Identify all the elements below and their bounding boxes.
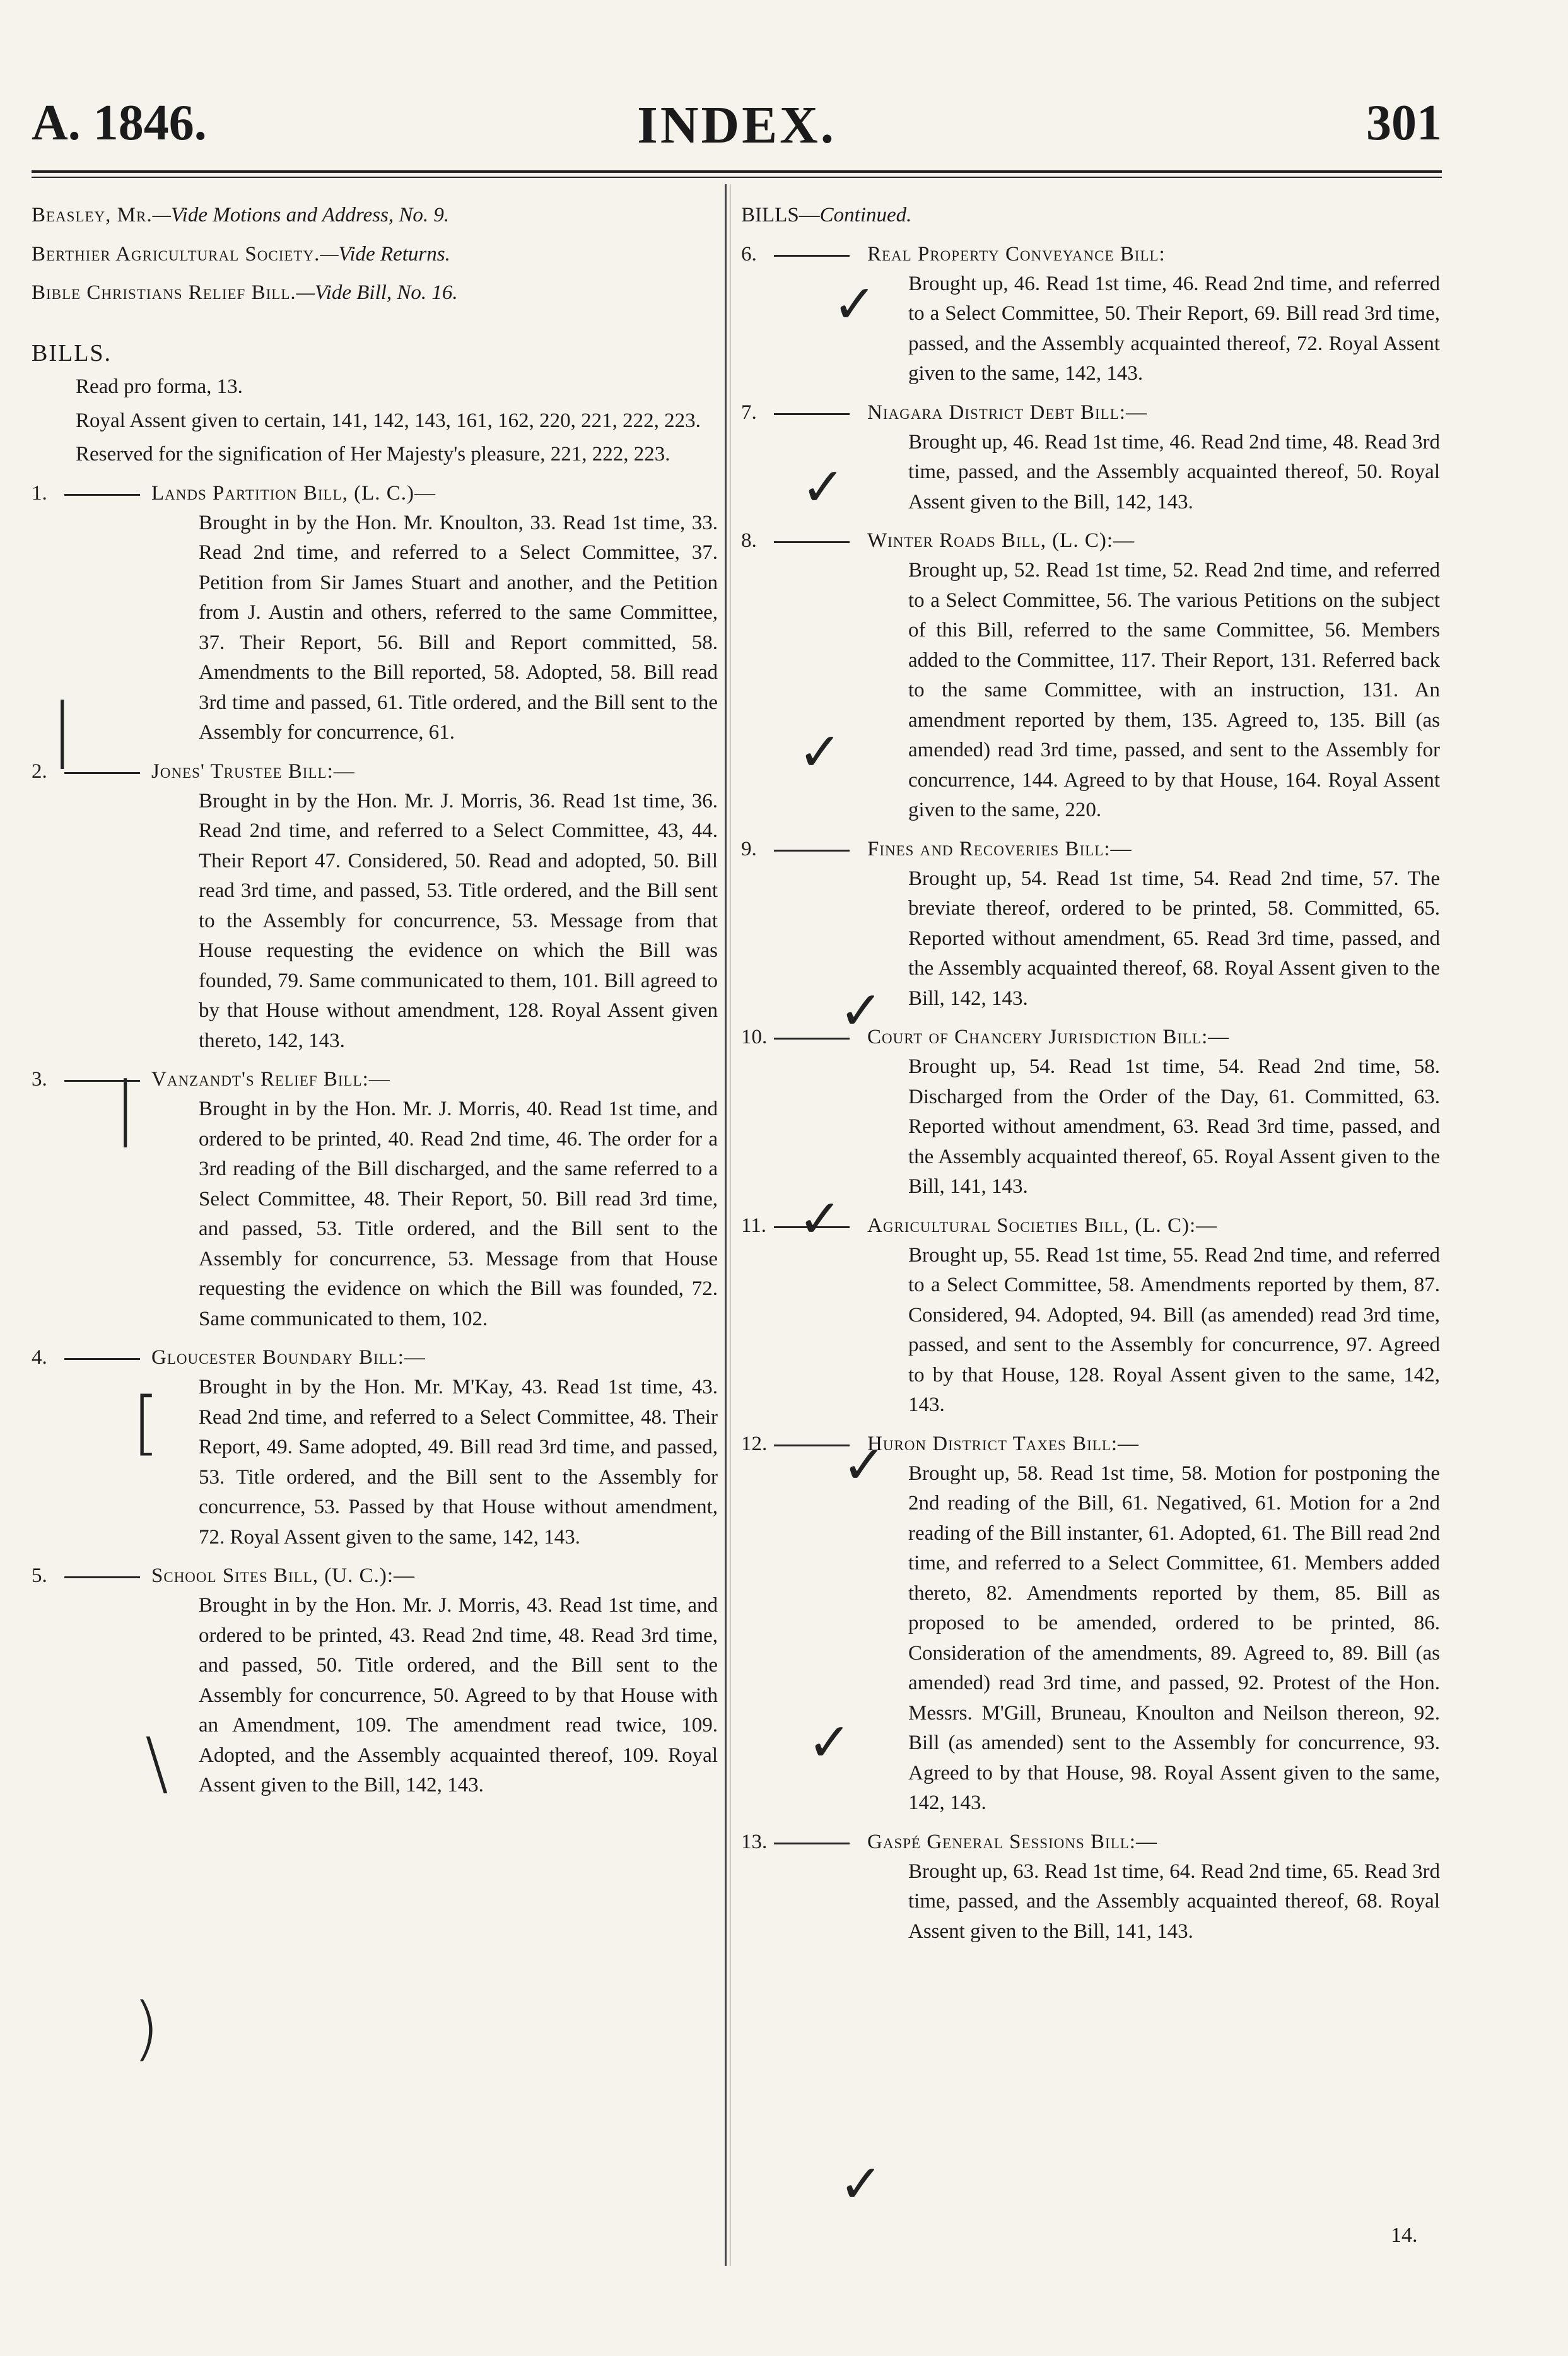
bill-proceedings: Brought in by the Hon. Mr. J. Morris, 43. Read 1st time, and ordered to be printed, 43. Read 2nd time, 48. Read 3rd time, and passed, 50. Title ordered, and the Bill sent to the Assembly for concurrence, 50. Agreed to by that House with an Amendment, 109. The amendment read twice, 109. Adopted, and the Assembly acquainted thereof, 109. Royal Assent given to the Bill, 142, 143. xyxy=(199,1594,718,1796)
bill-proceedings: Brought up, 55. Read 1st time, 55. Read 2nd time, and referred to a Select Committee, 58. Amendments reported by them, 87. Considered, 94. Adopted, 94. Bill (as amended) read 3rd time, passed, and sent to the Assembly for concurrence, 97. Agreed to by that House, 128. Royal Assent given to the same, 142, 143. xyxy=(908,1243,1440,1416)
bill-proceedings: Brought up, 58. Read 1st time, 58. Motion for postponing the 2nd reading of the Bill, 61. Negatived, 61. Motion for a 2nd reading of the Bill instanter, 61. Adopted, 61. The Bill read 2nd time, and referred to a Select Committee, 61. Members added thereto, 82. Amendments reported by them, 85. Bill as proposed to be amended, ordered to be printed, 86. Consideration of the amendments, 89. Agreed to, 89. Bill (as amended) read 3rd time, and passed, 92. Protest of the Hon. Messrs. M'Gill, Bruneau, Knoulton and Neilson thereon, 92. Bill (as amended) sent to the Assembly for concurrence, 93. Agreed to by that House, 98. Royal Assent given to the same, 142, 143. xyxy=(908,1462,1440,1814)
bill-entry xyxy=(741,1023,1440,1202)
bill-entry xyxy=(741,1827,1440,1947)
bill-proceedings: Brought up, 54. Read 1st time, 54. Read 2nd time, 57. The breviate thereof, ordered to be printed, 58. Committed, 65. Reported without amendment, 65. Read 3rd time, passed, and the Assembly acquainted thereof, 68. Royal Assent given to the Bill, 142, 143. xyxy=(908,867,1440,1010)
bill-number: 4. xyxy=(32,1346,47,1369)
entry-ref: —Vide Motions and Address, No. 9. xyxy=(152,204,450,226)
bills-general-line: Reserved for the signification of Her Majesty's pleasure, 221, 222, 223. xyxy=(76,443,670,466)
bill-entry xyxy=(32,1561,718,1801)
bill-title: Gloucester Boundary Bill:— xyxy=(151,1346,426,1369)
bill-title: Real Property Conveyance Bill: xyxy=(867,242,1166,266)
entry-name: Beasley, Mr. xyxy=(32,204,153,226)
bill-number: 6. xyxy=(741,242,757,266)
bill-proceedings: Brought up, 46. Read 1st time, 46. Read 2nd time, and referred to a Select Committee, 50. Their Report, 69. Bill read 3rd time, passed, and the Assembly acquainted thereof, 72. Royal Assent given to the same, 142, 143. xyxy=(908,272,1440,385)
bill-title: Jones' Trustee Bill:— xyxy=(151,759,355,783)
bill-title: School Sites Bill, (U. C.):— xyxy=(151,1564,415,1587)
entry-name: Bible Christians Relief Bill. xyxy=(32,281,296,304)
continued-label: BILLS— xyxy=(741,204,820,226)
bill-title: Vanzandt's Relief Bill:— xyxy=(151,1068,390,1091)
margin-bracket-mark: | xyxy=(50,688,74,769)
bill-title: Niagara District Debt Bill:— xyxy=(867,401,1147,424)
margin-tick-mark: ✓ xyxy=(798,1188,843,1250)
bill-proceedings: Brought in by the Hon. Mr. J. Morris, 40. Read 1st time, and ordered to be printed, 40. Read 2nd time, 46. The order for a 3rd reading of the Bill discharged, and the same referred to a Select Committee, 48. Their Report, 50. Bill read 3rd time, and passed, 53. Title ordered, and the Bill sent to the Assembly for concurrence, 53. Message from that House requesting the evidence on which the Bill was founded, 72. Same communicated to them, 102. xyxy=(199,1098,718,1330)
bill-proceedings: Brought up, 54. Read 1st time, 54. Read 2nd time, 58. Discharged from the Order of the Day, 61. Committed, 63. Reported without amendment, 63. Read 3rd time, passed, and the Assembly acquainted thereof, 65. Royal Assent given to the Bill, 141, 143. xyxy=(908,1055,1440,1198)
leader-dash xyxy=(64,494,140,496)
bill-proceedings: Brought in by the Hon. Mr. J. Morris, 36. Read 1st time, 36. Read 2nd time, and referred to a Select Committee, 43, 44. Their Report 47. Considered, 50. Read and adopted, 50. Bill read 3rd time, and passed, 53. Title ordered, and the Bill sent to the Assembly for concurrence, 53. Message from that House requesting the evidence on which the Bill was founded, 79. Same communicated to them, 101. Bill agreed to by that House without amendment, 128. Royal Assent given thereto, 142, 143. xyxy=(199,789,718,1052)
margin-tick-mark: ✓ xyxy=(839,2153,884,2215)
bill-heading xyxy=(741,526,1440,556)
entry-ref: —Vide Returns. xyxy=(320,242,450,266)
continued-suffix: Continued. xyxy=(819,204,912,226)
leader-dash xyxy=(774,850,850,852)
leader-dash xyxy=(64,1576,140,1578)
margin-bracket-mark: | xyxy=(114,1067,137,1147)
bill-heading xyxy=(741,240,1440,269)
bill-proceedings: Brought up, 63. Read 1st time, 64. Read 2nd time, 65. Read 3rd time, passed, and the Assembly acquainted thereof, 68. Royal Assent given to the Bill, 141, 143. xyxy=(908,1860,1440,1943)
bill-heading xyxy=(32,1343,718,1373)
margin-tick-mark: ✓ xyxy=(807,1711,852,1773)
bill-proceedings: Brought in by the Hon. Mr. M'Kay, 43. Read 1st time, 43. Read 2nd time, and referred to a Select Committee, 48. Their Report, 49. Same adopted, 49. Bill read 3rd time, and passed, 53. Title ordered, and the Bill sent to the Assembly for concurrence, 53. Passed by that House without amendment, 72. Royal Assent given to the same, 142, 143. xyxy=(199,1376,718,1549)
continued-heading xyxy=(741,201,1440,231)
bill-entry xyxy=(741,1211,1440,1421)
bill-title: Lands Partition Bill, (L. C.)— xyxy=(151,481,436,505)
index-entry xyxy=(32,278,718,308)
header-rule-thick xyxy=(32,170,1442,173)
leader-dash xyxy=(774,1843,850,1844)
leader-dash xyxy=(774,413,850,415)
page-number: 301 xyxy=(1366,95,1442,151)
entry-name: Berthier Agricultural Society. xyxy=(32,242,320,266)
session-year: A. 1846. xyxy=(32,95,207,151)
margin-bracket-mark: ) xyxy=(132,1988,160,2068)
bill-number: 2. xyxy=(32,759,47,783)
margin-tick-mark: ✓ xyxy=(801,456,846,518)
bill-number: 7. xyxy=(741,401,757,424)
margin-tick-mark: ✓ xyxy=(842,1434,887,1496)
bill-number: 10. xyxy=(741,1026,768,1048)
bill-entry xyxy=(32,757,718,1057)
bill-entry xyxy=(32,479,718,748)
bill-title: Fines and Recoveries Bill:— xyxy=(867,837,1132,860)
bills-heading: BILLS. xyxy=(32,339,112,366)
bill-title: Gaspé General Sessions Bill:— xyxy=(867,1830,1157,1853)
margin-bracket-mark: [ xyxy=(132,1382,160,1463)
margin-tick-mark: ✓ xyxy=(798,721,843,783)
bill-heading xyxy=(32,757,718,787)
header-rule-thin xyxy=(32,177,1442,178)
leader-dash xyxy=(774,255,850,257)
index-entry xyxy=(32,240,718,270)
bill-number: 5. xyxy=(32,1564,47,1587)
bill-number: 12. xyxy=(741,1432,768,1455)
bills-general-line: Read pro forma, 13. xyxy=(76,375,243,398)
bill-title: Huron District Taxes Bill:— xyxy=(867,1432,1140,1455)
page-title: INDEX. xyxy=(637,96,836,155)
bill-title: Winter Roads Bill, (L. C):— xyxy=(867,529,1135,552)
bill-title: Agricultural Societies Bill, (L. C):— xyxy=(867,1214,1218,1237)
bill-heading xyxy=(741,1827,1440,1857)
leader-dash xyxy=(774,541,850,543)
bill-number: 3. xyxy=(32,1068,47,1091)
leader-dash xyxy=(774,1445,850,1446)
right-column xyxy=(741,201,1440,1947)
bill-title: Court of Chancery Jurisdiction Bill:— xyxy=(867,1026,1230,1048)
bill-heading xyxy=(741,398,1440,428)
bill-proceedings: Brought up, 52. Read 1st time, 52. Read 2nd time, and referred to a Select Committee, 56. The various Petitions on the subject of this Bill, referred to the same Committee, 56. Members added to the Committee, 117. Their Report, 131. Referred back to the same Committee, with an instruction, 131. An amendment reported by them, 135. Agreed to, 135. Bill (as amended) read 3rd time, passed, and sent to the Assembly for concurrence, 144. Agreed to by that House, 164. Royal Assent given to the same, 220. xyxy=(908,559,1440,821)
catchword: 14. xyxy=(1391,2224,1418,2247)
column-divider xyxy=(725,184,727,2266)
margin-tick-mark: ✓ xyxy=(833,273,877,335)
left-column xyxy=(32,201,718,1801)
bill-number: 8. xyxy=(741,529,757,552)
index-entry xyxy=(32,201,718,231)
leader-dash xyxy=(64,772,140,774)
margin-tick-mark: ✓ xyxy=(839,980,884,1041)
bill-heading xyxy=(741,1211,1440,1241)
bill-heading xyxy=(32,1561,718,1591)
bill-entry xyxy=(741,398,1440,518)
page-header xyxy=(32,95,1442,164)
bill-number: 13. xyxy=(741,1830,768,1853)
leader-dash xyxy=(64,1358,140,1360)
bill-proceedings: Brought in by the Hon. Mr. Knoulton, 33. Read 1st time, 33. Read 2nd time, and referred to a Select Committee, 37. Petition from Sir James Stuart and another, and the Petition from J. Austin and others, referred to the same Committee, 37. Their Report, 56. Bill and Report committed, 58. Amendments to the Bill reported, 58. Adopted, 58. Bill read 3rd time and passed, 61. Title ordered, and the Bill sent to the Assembly for concurrence, 61. xyxy=(199,511,718,744)
bill-heading xyxy=(741,835,1440,864)
margin-bracket-mark: \ xyxy=(145,1723,169,1803)
bill-heading xyxy=(32,479,718,508)
bill-entry xyxy=(741,526,1440,826)
bill-proceedings: Brought up, 46. Read 1st time, 46. Read 2nd time, 48. Read 3rd time, passed, and the Assembly acquainted thereof, 50. Royal Assent given to the Bill, 142, 143. xyxy=(908,430,1440,513)
bills-general-line: Royal Assent given to certain, 141, 142, 143, 161, 162, 220, 221, 222, 223. xyxy=(76,409,701,432)
bill-number: 11. xyxy=(741,1214,767,1237)
bill-number: 9. xyxy=(741,837,757,860)
leader-dash xyxy=(774,1038,850,1040)
bill-number: 1. xyxy=(32,481,47,505)
entry-ref: —Vide Bill, No. 16. xyxy=(296,281,458,304)
